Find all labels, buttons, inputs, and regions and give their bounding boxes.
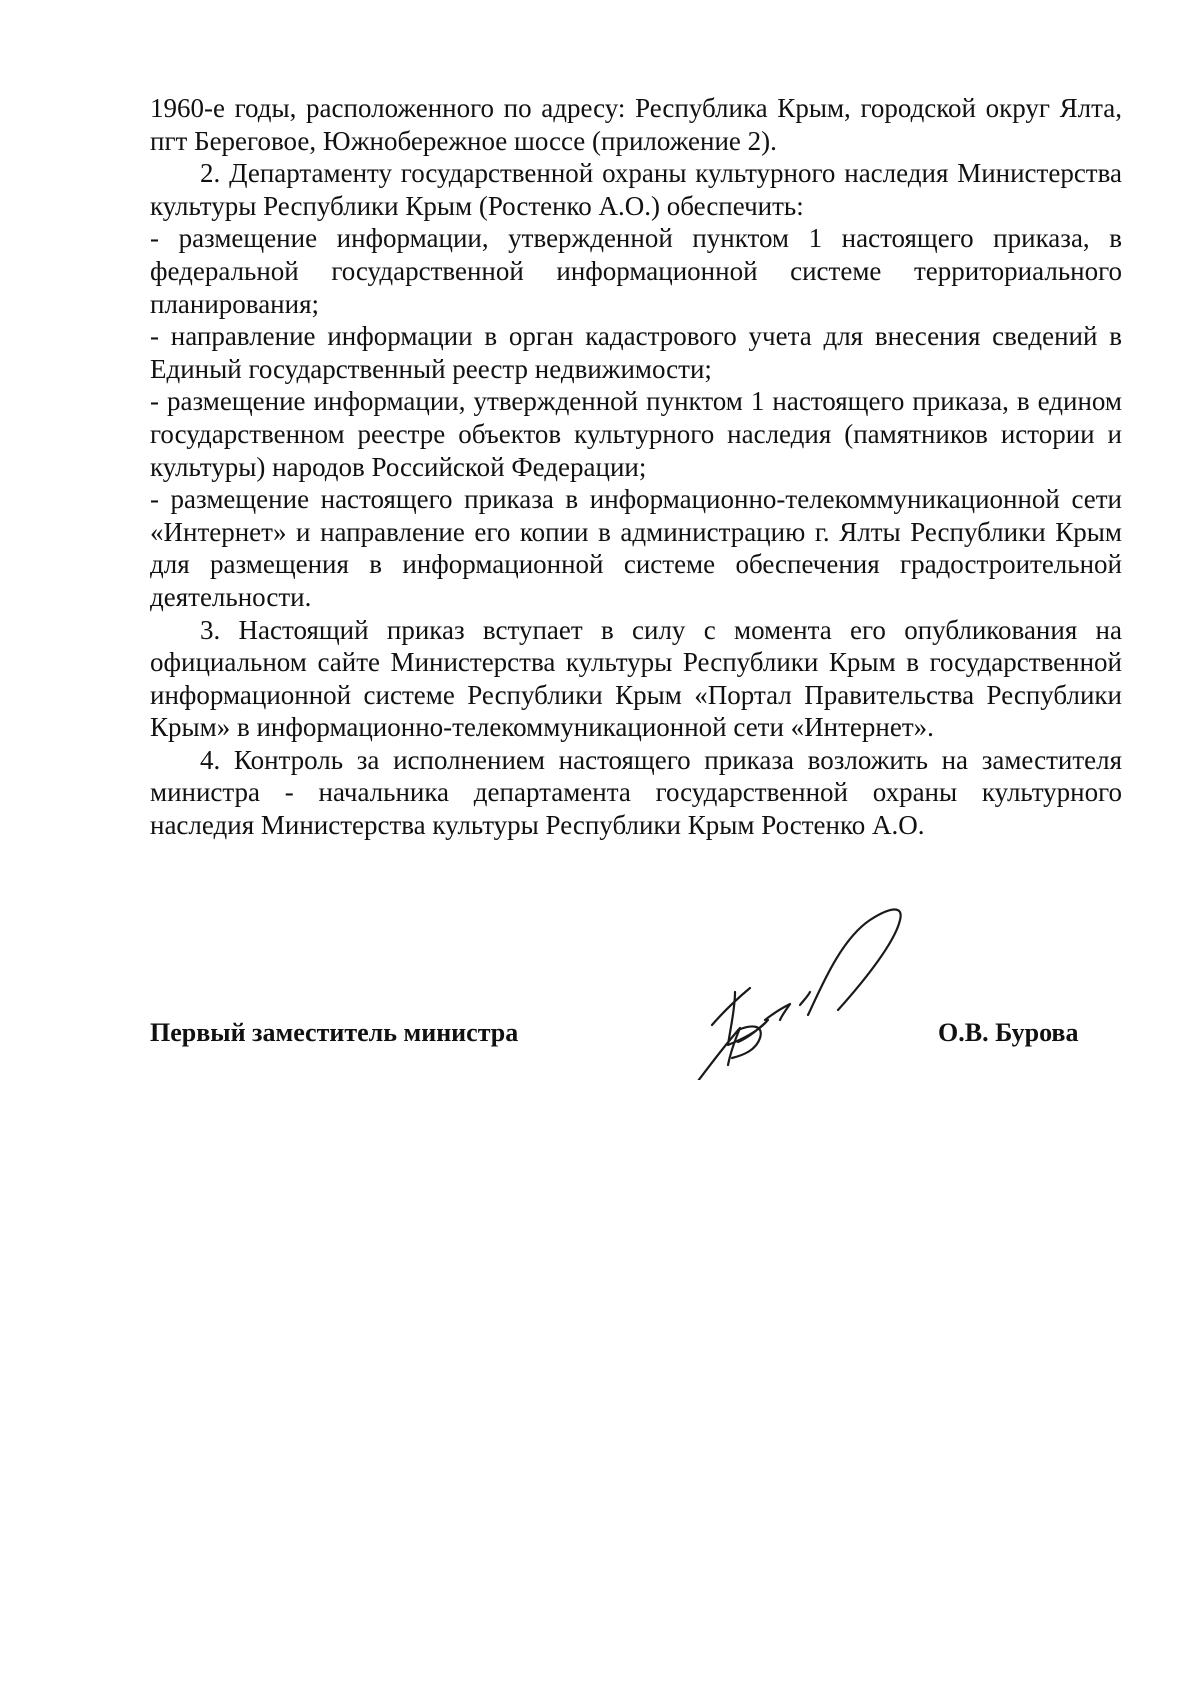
bullet-federal-system: - размещение информации, утвержденной пунктом 1 настоящего приказа, в федеральной государственной информационной системе территориального планирования; — [150, 223, 1122, 319]
document-body — [150, 92, 1122, 842]
paragraph-item-4: 4. Контроль за исполнением настоящего приказа возложить на заместителя министра - начальника департамента государственной охраны культурного наследия Министерства культуры Республики Крым Ростенко А.О. — [150, 744, 1122, 841]
bullet-internet-publication: - размещение настоящего приказа в информационно-телекоммуникационной сети «Интернет» и направление его копии в администрацию г. Ялты Республики Крым для размещения в информационной системе обеспечения градостроительной деятельности. — [150, 484, 1122, 612]
handwritten-signature — [690, 880, 970, 1080]
signatory-name: О.В. Бурова — [938, 1018, 1079, 1047]
paragraph-item-3: 3. Настоящий приказ вступает в силу с момента его опубликования на официальном сайте Министерства культуры Республики Крым в государственной информационной системе Республики Крым «Портал Правительства Республики Крым» в информационно-телекоммуникационной сети «Интернет». — [150, 614, 1122, 743]
paragraph-continuation: 1960-е годы, расположенного по адресу: Республика Крым, городской округ Ялта, пгт Береговое, Южнобережное шоссе (приложение 2). — [150, 93, 1122, 156]
bullet-heritage-registry: - размещение информации, утвержденной пунктом 1 настоящего приказа, в едином государственном реестре объектов культурного наследия (памятников истории и культуры) народов Российской Федерации; — [150, 386, 1122, 482]
bullet-cadastral-registry: - направление информации в орган кадастрового учета для внесения сведений в Единый государственный реестр недвижимости; — [150, 321, 1122, 384]
paragraph-item-2: 2. Департаменту государственной охраны культурного наследия Министерства культуры Республики Крым (Ростенко А.О.) обеспечить: — [150, 158, 1122, 221]
signatory-title: Первый заместитель министра — [150, 1018, 519, 1047]
